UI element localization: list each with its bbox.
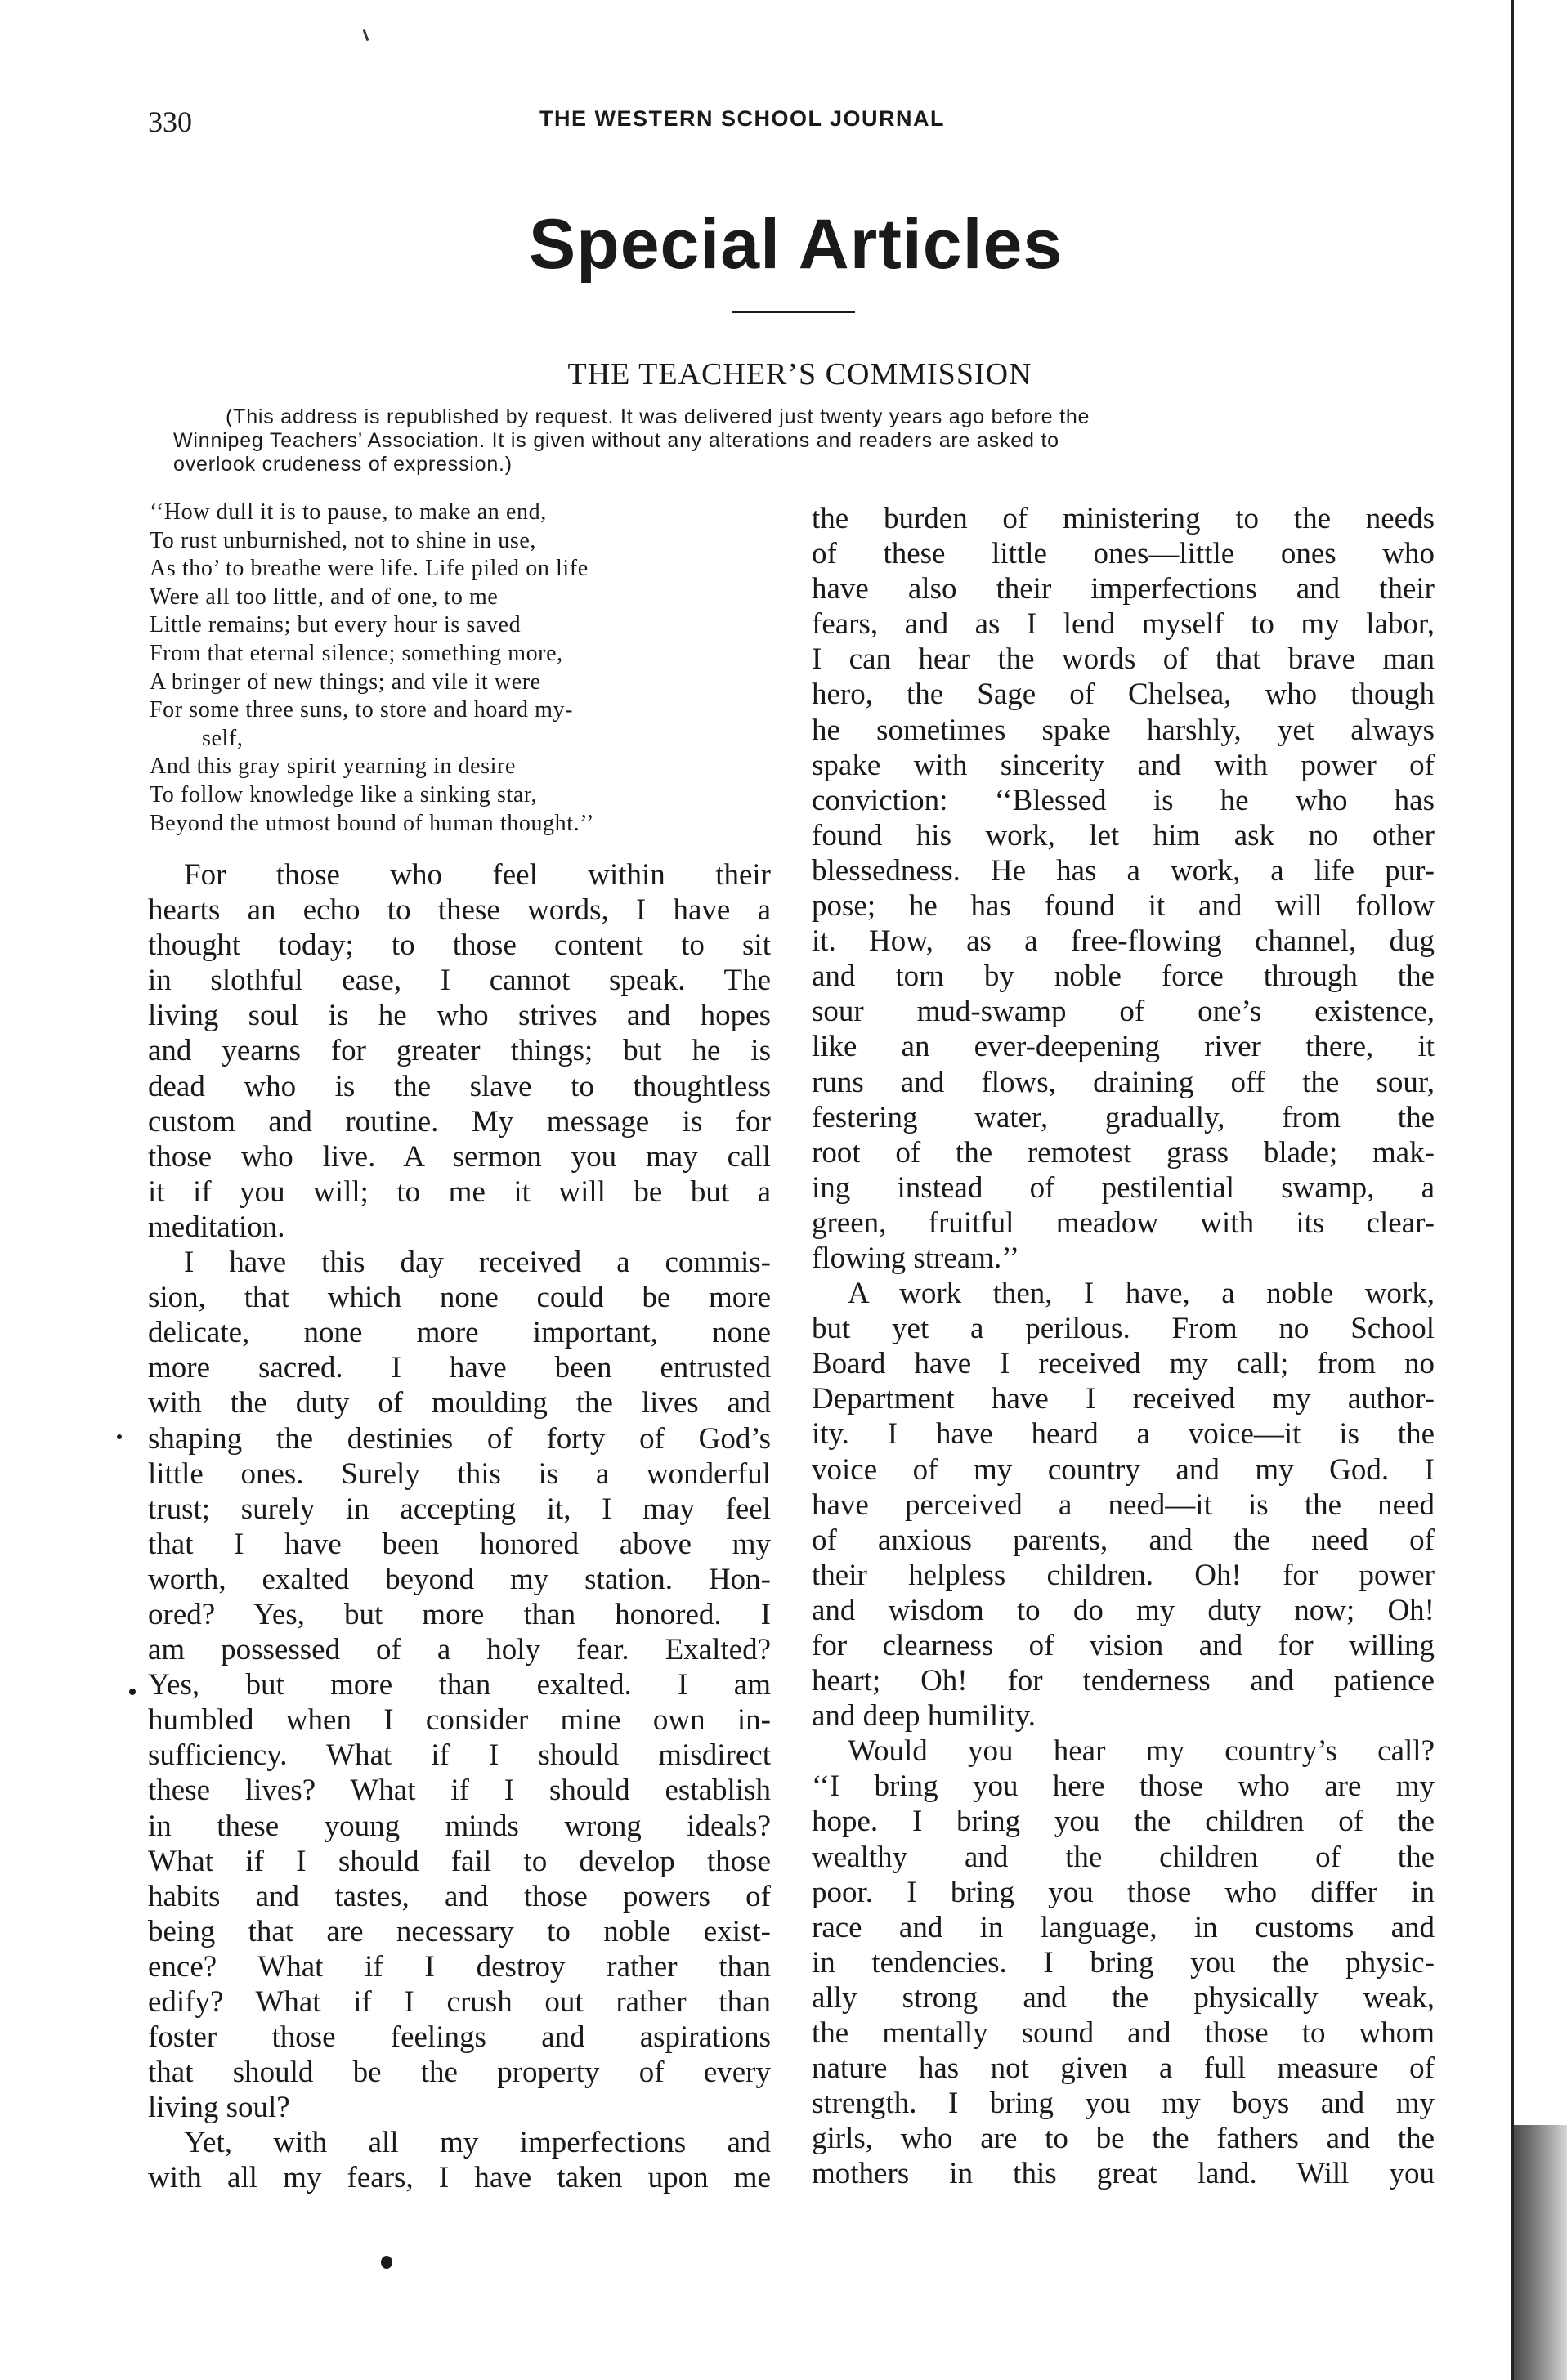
text-line: ally strong and the physically weak, bbox=[812, 1980, 1435, 2015]
title-rule bbox=[732, 311, 855, 313]
text-line: What if I should fail to develop those bbox=[148, 1844, 771, 1878]
text-line: delicate, none more important, none bbox=[148, 1316, 771, 1350]
text-line: being that are necessary to noble exist- bbox=[148, 1914, 771, 1948]
text-line: heart; Oh! for tenderness and patience bbox=[812, 1664, 1435, 1698]
text-line: festering water, gradually, from the bbox=[812, 1100, 1435, 1134]
text-line: am possessed of a holy fear. Exalted? bbox=[148, 1633, 771, 1667]
text-line: Yes, but more than exalted. I am bbox=[148, 1668, 771, 1702]
text-line: of these little ones—little ones who bbox=[812, 537, 1435, 571]
text-line: have perceived a need—it is the need bbox=[812, 1488, 1435, 1522]
text-line: ing instead of pestilential swamp, a bbox=[812, 1170, 1435, 1205]
text-line: wealthy and the children of the bbox=[812, 1840, 1435, 1874]
text-line: but yet a perilous. From no School bbox=[812, 1312, 1435, 1346]
text-line: sufficiency. What if I should misdirect bbox=[148, 1738, 771, 1773]
stray-mark bbox=[363, 29, 369, 41]
poem-line: A bringer of new things; and vile it were bbox=[150, 669, 541, 695]
text-line: I can hear the words of that brave man bbox=[812, 642, 1435, 677]
text-line: more sacred. I have been entrusted bbox=[148, 1351, 771, 1385]
text-line: Board have I received my call; from no bbox=[812, 1347, 1435, 1381]
text-line: these lives? What if I should establish bbox=[148, 1774, 771, 1808]
poem-line: And this gray spirit yearning in desire bbox=[150, 754, 516, 780]
text-line: in slothful ease, I cannot speak. The bbox=[148, 964, 771, 998]
text-line: girls, who are to be the fathers and the bbox=[812, 2122, 1435, 2156]
text-line: For those who feel within their bbox=[184, 858, 771, 892]
text-line: Department have I received my author- bbox=[812, 1382, 1435, 1416]
text-line: root of the remotest grass blade; mak- bbox=[812, 1135, 1435, 1170]
text-line: and torn by noble force through the bbox=[812, 960, 1435, 994]
poem-line: For some three suns, to store and hoard my- bbox=[150, 697, 574, 723]
text-line: meditation. bbox=[148, 1210, 285, 1244]
text-line: nature has not given a full measure of bbox=[812, 2051, 1435, 2086]
text-line: conviction: ‘‘Blessed is he who has bbox=[812, 783, 1435, 817]
text-line: in tendencies. I bring you the physic- bbox=[812, 1945, 1435, 1980]
text-line: hero, the Sage of Chelsea, who though bbox=[812, 678, 1435, 712]
binding-line bbox=[1511, 0, 1514, 2380]
poem-line: To rust unburnished, not to shine in use, bbox=[150, 527, 536, 553]
text-line: and wisdom to do my duty now; Oh! bbox=[812, 1593, 1435, 1627]
text-line: sour mud-swamp of one’s existence, bbox=[812, 995, 1435, 1029]
text-line: dead who is the slave to thoughtless bbox=[148, 1069, 771, 1103]
text-line: Would you hear my country’s call? bbox=[848, 1734, 1435, 1769]
text-line: green, fruitful meadow with its clear- bbox=[812, 1206, 1435, 1240]
text-line: habits and tastes, and those powers of bbox=[148, 1879, 771, 1913]
poem-line: As tho’ to breathe were life. Life piled on life bbox=[150, 556, 589, 582]
text-line: the burden of ministering to the needs bbox=[812, 502, 1435, 535]
poem-line: To follow knowledge like a sinking star, bbox=[150, 781, 538, 808]
article-title: THE TEACHER’S COMMISSION bbox=[567, 357, 1032, 391]
text-line: those who live. A sermon you may call bbox=[148, 1139, 771, 1174]
margin-dot bbox=[117, 1434, 122, 1439]
text-line: for clearness of vision and for willing bbox=[812, 1629, 1435, 1662]
text-line: like an ever-deepening river there, it bbox=[812, 1030, 1435, 1064]
text-line: living soul is he who strives and hopes bbox=[148, 999, 771, 1033]
text-line: fears, and as I lend myself to my labor, bbox=[812, 607, 1435, 642]
text-line: runs and flows, draining off the sour, bbox=[812, 1065, 1435, 1099]
text-line: in these young minds wrong ideals? bbox=[148, 1809, 771, 1843]
text-line: mothers in this great land. Will you bbox=[812, 2157, 1435, 2191]
text-line: worth, exalted beyond my station. Hon- bbox=[148, 1562, 771, 1596]
epigraph-poem bbox=[150, 499, 787, 838]
left-column bbox=[148, 857, 771, 2196]
running-head: THE WESTERN SCHOOL JOURNAL bbox=[539, 106, 946, 131]
text-line: A work then, I have, a noble work, bbox=[848, 1277, 1435, 1311]
text-line: humbled when I consider mine own in- bbox=[148, 1703, 771, 1738]
text-line: found his work, let him ask no other bbox=[812, 818, 1435, 852]
text-line: it. How, as a free-flowing channel, dug bbox=[812, 924, 1435, 959]
text-line: strength. I bring you my boys and my bbox=[812, 2087, 1435, 2121]
text-line: voice of my country and my God. I bbox=[812, 1452, 1435, 1487]
text-line: he sometimes spake harshly, yet always bbox=[812, 713, 1435, 747]
poem-line: From that eternal silence; something more, bbox=[150, 640, 563, 666]
text-line: flowing stream.’’ bbox=[812, 1241, 1020, 1275]
text-line: pose; he has found it and will follow bbox=[812, 889, 1435, 924]
text-line: and deep humility. bbox=[812, 1699, 1036, 1734]
text-line: living soul? bbox=[148, 2091, 290, 2125]
right-column bbox=[812, 501, 1435, 2192]
text-line: little ones. Surely this is a wonderful bbox=[148, 1456, 771, 1491]
poem-line: Were all too little, and of one, to me bbox=[150, 584, 499, 610]
text-line: hope. I bring you the children of the bbox=[812, 1805, 1435, 1839]
margin-dot bbox=[129, 1689, 136, 1695]
page-number: 330 bbox=[148, 105, 192, 138]
text-line: I have this day received a commis- bbox=[184, 1246, 771, 1280]
ink-blot bbox=[381, 2256, 392, 2269]
intro-note-line: (This address is republished by request. It was delivered just twenty years ago before the bbox=[226, 405, 1090, 428]
text-line: Yet, with all my imperfections and bbox=[184, 2126, 771, 2160]
text-line: custom and routine. My message is for bbox=[148, 1104, 771, 1139]
text-line: trust; surely in accepting it, I may feel bbox=[148, 1492, 771, 1526]
text-line: race and in language, in customs and bbox=[812, 1910, 1435, 1944]
text-line: ence? What if I destroy rather than bbox=[148, 1949, 771, 1984]
text-line: ored? Yes, but more than honored. I bbox=[148, 1597, 771, 1631]
text-line: ‘‘I bring you here those who are my bbox=[812, 1769, 1435, 1804]
text-line: foster those feelings and aspirations bbox=[148, 2020, 771, 2055]
text-line: the mentally sound and those to whom bbox=[812, 2016, 1435, 2051]
text-line: hearts an echo to these words, I have a bbox=[148, 893, 771, 928]
text-line: with all my fears, I have taken upon me bbox=[148, 2161, 771, 2195]
text-line: with the duty of moulding the lives and bbox=[148, 1386, 771, 1420]
text-line: blessedness. He has a work, a life pur- bbox=[812, 853, 1435, 888]
binding-edge bbox=[1514, 2125, 1567, 2380]
poem-line: ‘‘How dull it is to pause, to make an end, bbox=[150, 499, 547, 525]
intro-note-line: Winnipeg Teachers’ Association. It is given without any alterations and readers are asked to bbox=[173, 429, 1059, 452]
poem-line: Little remains; but every hour is saved bbox=[150, 612, 522, 638]
text-line: thought today; to those content to sit bbox=[148, 928, 771, 963]
text-line: their helpless children. Oh! for power bbox=[812, 1558, 1435, 1592]
section-title: Special Articles bbox=[528, 205, 1063, 284]
text-line: have also their imperfections and their bbox=[812, 572, 1435, 606]
poem-line: self, bbox=[202, 725, 244, 751]
poem-line: Beyond the utmost bound of human thought.’’ bbox=[150, 810, 595, 836]
text-line: ity. I have heard a voice—it is the bbox=[812, 1417, 1435, 1452]
text-line: of anxious parents, and the need of bbox=[812, 1523, 1435, 1557]
text-line: shaping the destinies of forty of God’s bbox=[148, 1421, 771, 1456]
text-line: edify? What if I crush out rather than bbox=[148, 1985, 771, 2019]
text-line: spake with sincerity and with power of bbox=[812, 748, 1435, 782]
text-line: it if you will; to me it will be but a bbox=[148, 1174, 771, 1209]
text-line: and yearns for greater things; but he is bbox=[148, 1034, 771, 1068]
intro-note-line: overlook crudeness of expression.) bbox=[173, 453, 513, 476]
text-line: sion, that which none could be more bbox=[148, 1281, 771, 1315]
text-line: that I have been honored above my bbox=[148, 1527, 771, 1561]
text-line: poor. I bring you those who differ in bbox=[812, 1875, 1435, 1909]
intro-note bbox=[173, 405, 1416, 476]
text-line: that should be the property of every bbox=[148, 2056, 771, 2090]
